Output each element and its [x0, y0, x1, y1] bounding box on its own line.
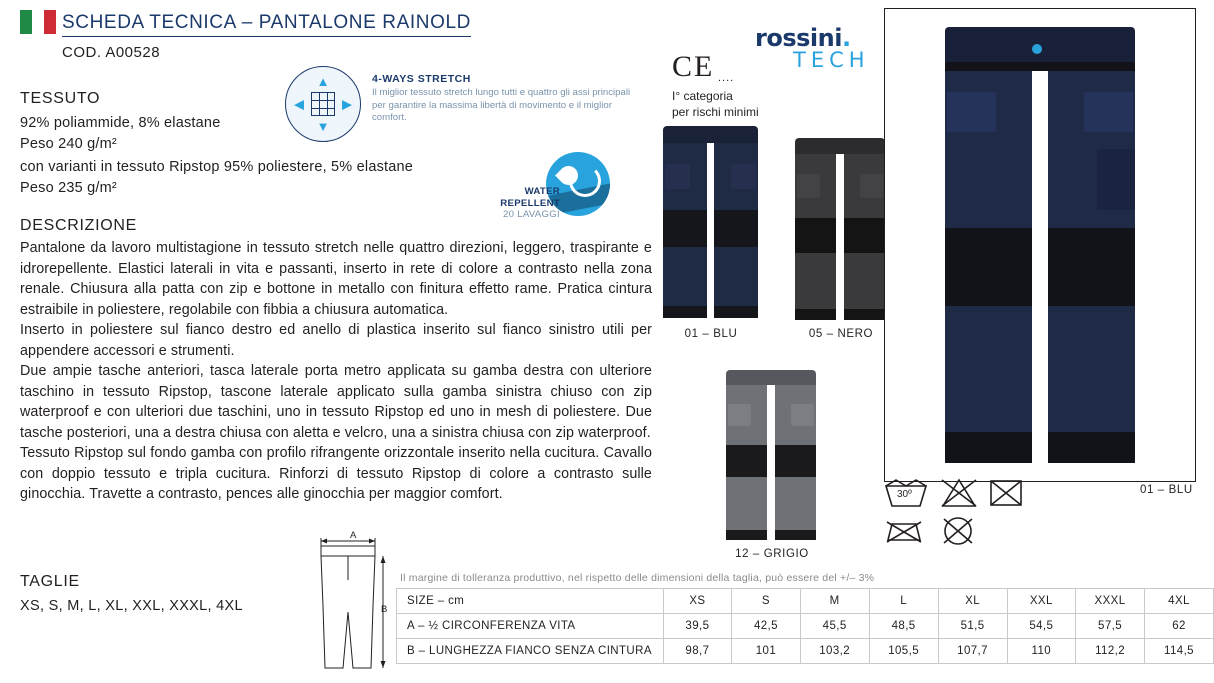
col-header-xxxl: XXXL [1076, 589, 1145, 614]
cell-a-l: 48,5 [869, 614, 938, 639]
descrizione-paragraph: Inserto in poliestere sul fianco destro ed anello di plastica inserito sul fianco sinistro utili per appendere accessori e strumenti. [20, 322, 652, 359]
thumb-caption-blu: 01 – BLU [684, 328, 738, 340]
logo-sub: TECH [793, 48, 870, 72]
col-header-xs: XS [663, 589, 732, 614]
arrow-down-icon: ▼ [316, 119, 330, 134]
descrizione-paragraph: Due ampie tasche anteriori, tasca laterale porta metro applicata su gamba destra con ulteriore taschino in tessuto Ripstop, tascone laterale applicato sulla gamba sinistra chiuso con zip waterproof e con ulteriori due taschini, uno in tessuto Ripstop ed uno in mesh di poliestere. Due tasche posteriori, una a destra chiusa con aletta e velcro, una a sinistra chiusa con zip waterproof. [20, 363, 652, 441]
arrow-left-icon: ◀ [294, 96, 304, 112]
cell-a-xs: 39,5 [663, 614, 732, 639]
col-header-xl: XL [938, 589, 1007, 614]
thumb-caption-grigio: 12 – GRIGIO [735, 548, 809, 560]
dimension-b-label: B [381, 604, 388, 615]
row-label-a: A – ½ CIRCONFERENZA VITA [397, 614, 664, 639]
tessuto-heading: TESSUTO [20, 90, 101, 107]
stretch-description: Il miglior tessuto stretch lungo tutti e quattro gli assi principali per garantire la massima libertà di movimento e il miglior comfort. [372, 87, 631, 124]
cell-b-xs: 98,7 [663, 639, 732, 664]
italy-flag-icon [20, 10, 56, 34]
product-code: COD. A00528 [62, 44, 161, 61]
ce-category [672, 88, 759, 120]
cell-a-xxl: 54,5 [1007, 614, 1076, 639]
water-repellent-label [500, 186, 560, 221]
stretch-title: 4-WAYS STRETCH [372, 73, 471, 85]
ce-mark-icon: CE [672, 50, 715, 83]
tessuto-line-3: con varianti in tessuto Ripstop 95% poliestere, 5% elastane [20, 159, 414, 175]
pants-main-blu [945, 27, 1135, 463]
col-header-4xl: 4XL [1145, 589, 1214, 614]
cell-a-xxxl: 57,5 [1076, 614, 1145, 639]
pants-thumb-blu [663, 126, 758, 318]
no-bleach-icon [940, 478, 978, 508]
no-iron-icon [884, 516, 924, 546]
fabric-grid-icon [311, 92, 335, 116]
table-row [397, 614, 1214, 639]
main-product-photo [884, 8, 1196, 482]
col-header-s: S [732, 589, 801, 614]
tessuto-line-2: Peso 240 g/m² [20, 136, 117, 152]
ce-dots: .... [718, 72, 735, 84]
table-row [397, 639, 1214, 664]
cell-a-4xl: 62 [1145, 614, 1214, 639]
rossini-tech-logo [755, 24, 870, 72]
wash-30-icon [884, 478, 928, 508]
pants-thumb-grigio [726, 370, 816, 540]
descrizione-paragraph: Pantalone da lavoro multistagione in tessuto stretch nelle quattro direzioni, leggero, traspirante e idrorepellente. Elastici laterali in vita e passanti, inserto in rete di colore a contrasto nella zona renale. Chiusura alla patta con zip e bottone in metallo con finitura effetto rame. Pratica cintura estraibile in poliestere, regolabile con fibbia a chiusura automatica. [20, 240, 652, 318]
row-label-b: B – LUNGHEZZA FIANCO SENZA CINTURA [397, 639, 664, 664]
col-header-size: SIZE – cm [397, 589, 664, 614]
logo-dot: . [841, 24, 851, 52]
cell-b-xxl: 110 [1007, 639, 1076, 664]
water-label-line1: WATER [524, 186, 560, 197]
cell-b-xl: 107,7 [938, 639, 1007, 664]
main-photo-caption: 01 – BLU [1140, 484, 1193, 496]
four-ways-stretch-icon [285, 66, 361, 142]
tessuto-line-4: Peso 235 g/m² [20, 180, 117, 196]
pants-thumb-nero [795, 138, 885, 320]
cell-b-s: 101 [732, 639, 801, 664]
cell-b-m: 103,2 [800, 639, 869, 664]
water-label-line2: REPELLENT [500, 197, 560, 209]
col-header-xxl: XXL [1007, 589, 1076, 614]
page-title: SCHEDA TECNICA – PANTALONE RAINOLD [62, 12, 471, 37]
size-chart-table [396, 588, 1214, 664]
descrizione-body [20, 238, 652, 505]
care-symbols [884, 478, 1044, 548]
taglie-values: XS, S, M, L, XL, XXL, XXXL, 4XL [20, 598, 243, 614]
wash-temp-label: 30º [897, 489, 912, 500]
cell-b-xxxl: 112,2 [1076, 639, 1145, 664]
descrizione-heading: DESCRIZIONE [20, 217, 138, 234]
cell-b-l: 105,5 [869, 639, 938, 664]
ce-category-line1: I° categoria [672, 89, 733, 103]
ce-category-line2: per rischi minimi [672, 105, 759, 119]
arrow-up-icon: ▲ [316, 74, 330, 89]
no-tumble-dry-icon [988, 478, 1024, 508]
descrizione-paragraph: Tessuto Ripstop sul fondo gamba con profilo rifrangente orizzontale inserito nella cucitura. Cavallo con doppio tessuto e tripla cucitura. Rinforzi di tessuto Ripstop di colore a contrasto sulle ginocchia. Travette a contrasto, pences alle ginocchia per maggior comfort. [20, 445, 652, 502]
arrow-right-icon: ▶ [342, 96, 352, 112]
taglie-heading: TAGLIE [20, 573, 80, 590]
cell-a-xl: 51,5 [938, 614, 1007, 639]
technical-drawing [305, 532, 391, 672]
table-header-row [397, 589, 1214, 614]
dimension-a-label: A [350, 530, 357, 541]
cell-a-s: 42,5 [732, 614, 801, 639]
no-dry-clean-icon [940, 516, 976, 546]
tessuto-line-1: 92% poliammide, 8% elastane [20, 115, 221, 131]
logo-name: rossini [755, 24, 842, 52]
thumb-caption-nero: 05 – NERO [808, 328, 874, 340]
cell-b-4xl: 114,5 [1145, 639, 1214, 664]
col-header-l: L [869, 589, 938, 614]
cell-a-m: 45,5 [800, 614, 869, 639]
tolerance-note: Il margine di tolleranza produttivo, nel rispetto delle dimensioni della taglia, può essere del +/– 3% [400, 572, 875, 584]
col-header-m: M [800, 589, 869, 614]
water-label-line3: 20 LAVAGGI [502, 209, 560, 220]
